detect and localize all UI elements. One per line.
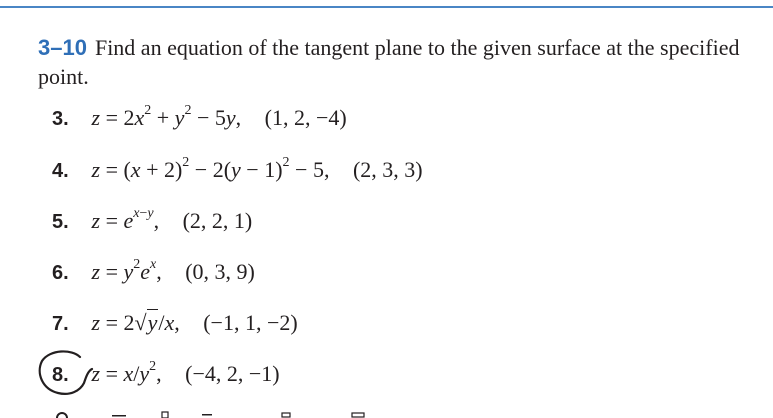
section-instruction: [38, 33, 758, 91]
handdrawn-circle-annotation: [36, 347, 96, 399]
sqrt-symbol: √: [134, 310, 147, 335]
exercise-5: [52, 207, 252, 236]
exercise-number: 4.: [52, 160, 69, 182]
exercise-number: 7.: [52, 313, 69, 335]
equation: z = 2√y/x,: [91, 310, 180, 335]
point: (−1, 1, −2): [203, 310, 298, 335]
equation: $z = x/y^2$,: [91, 358, 162, 386]
point: (2, 2, 1): [182, 208, 253, 233]
equation: $z = y^2e^x$,: [91, 256, 162, 284]
exercise-7: [52, 309, 298, 338]
instruction-text: Find an equation of the tangent plane to the given surface at the specified point.: [38, 35, 740, 89]
exercise-number: 3.: [52, 108, 69, 130]
top-rule: [0, 6, 773, 8]
exercise-number: 5.: [52, 211, 69, 233]
exercise-number: 6.: [52, 262, 69, 284]
point: (2, 3, 3): [352, 157, 423, 182]
equation: $z = (x + 2)^2 - 2(y - 1)^2 - 5$,: [91, 154, 330, 182]
exercise-4: [52, 156, 423, 185]
exercise-6: [52, 258, 255, 287]
exercise-range: 3–10: [38, 35, 87, 60]
point: (1, 2, −4): [264, 105, 347, 130]
exercise-3: [52, 104, 347, 133]
equation: $z = 2x^2 + y^2 - 5y$,: [91, 102, 242, 130]
point: (0, 3, 9): [185, 259, 255, 284]
point: (−4, 2, −1): [185, 361, 280, 386]
exercise-number: 8.: [52, 364, 69, 386]
equation: $z = e^{x-y}$,: [91, 205, 160, 233]
